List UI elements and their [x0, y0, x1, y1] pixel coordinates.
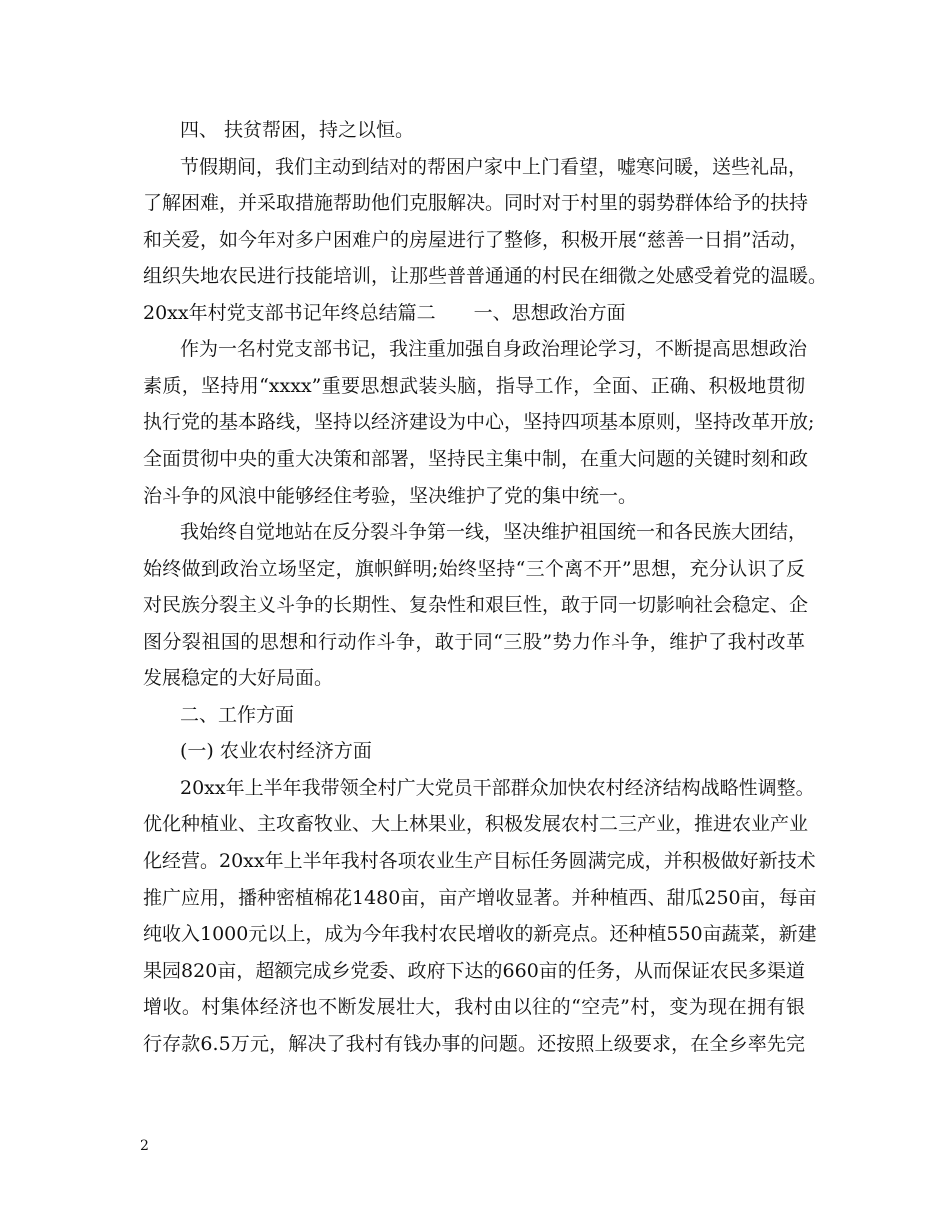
- text-line: 20xx年村党支部书记年终总结篇二 一、思想政治方面: [143, 301, 626, 324]
- page-number: 2: [140, 1138, 149, 1154]
- text-line: 了解困难，并采取措施帮助他们克服解决。同时对于村里的弱势群体给予的扶持: [143, 192, 809, 215]
- text-line: 作为一名村党支部书记，我注重加强自身政治理论学习，不断提高思想政治: [180, 338, 808, 361]
- text-line: 节假期间，我们主动到结对的帮困户家中上门看望，嘘寒问暖，送些礼品，: [180, 155, 808, 178]
- text-line: 执行党的基本路线，坚持以经济建设为中心，坚持四项基本原则，坚持改革开放;: [143, 411, 815, 434]
- text-line: 我始终自觉地站在反分裂斗争第一线，坚决维护祖国统一和各民族大团结，: [180, 521, 808, 544]
- text-line: 化经营。20xx年上半年我村各项农业生产目标任务圆满完成，并积极做好新技术: [143, 850, 816, 872]
- text-line: 纯收入1000元以上，成为今年我村农民增收的新亮点。还种植550亩蔬菜，新建: [143, 923, 817, 946]
- text-line: 和关爱，如今年对多户困难户的房屋进行了整修，积极开展“慈善一日捐”活动，: [143, 228, 809, 251]
- text-line: (一) 农业农村经济方面: [180, 740, 372, 763]
- text-line: 二、工作方面: [180, 703, 295, 726]
- text-line: 行存款6.5万元，解决了我村有钱办事的问题。还按照上级要求，在全乡率先完: [143, 1032, 805, 1055]
- text-line: 素质，坚持用“xxxx”重要思想武装头脑，指导工作，全面、正确、积极地贯彻: [143, 374, 805, 397]
- text-line: 组织失地农民进行技能培训，让那些普普通通的村民在细微之处感受着党的温暖。: [143, 265, 828, 288]
- text-line: 全面贯彻中央的重大决策和部署，坚持民主集中制，在重大问题的关键时刻和政: [143, 447, 809, 470]
- text-line: 发展稳定的大好局面。: [143, 667, 334, 690]
- text-line: 始终做到政治立场坚定，旗帜鲜明;始终坚持“三个离不开”思想，充分认识了反: [143, 557, 805, 580]
- text-line: 优化种植业、主攻畜牧业、大上林果业，积极发展农村二三产业，推进农业产业: [143, 813, 809, 836]
- text-line: 对民族分裂主义斗争的长期性、复杂性和艰巨性，敢于同一切影响社会稳定、企: [143, 594, 809, 617]
- text-line: 治斗争的风浪中能够经住考验，坚决维护了党的集中统一。: [143, 484, 638, 507]
- text-line: 图分裂祖国的思想和行动作斗争，敢于同“三股”势力作斗争，维护了我村改革: [143, 630, 805, 653]
- text-line: 四、 扶贫帮困，持之以恒。: [180, 119, 415, 141]
- text-line: 果园820亩，超额完成乡党委、政府下达的660亩的任务，从而保证农民多渠道: [143, 959, 805, 982]
- text-line: 20xx年上半年我带领全村广大党员干部群众加快农村经济结构战略性调整。: [180, 776, 815, 799]
- text-line: 增收。村集体经济也不断发展壮大，我村由以往的“空壳”村，变为现在拥有银: [143, 996, 805, 1019]
- text-line: 推广应用，播种密植棉花1480亩，亩产增收显著。并种植西、甜瓜250亩，每亩: [143, 886, 817, 909]
